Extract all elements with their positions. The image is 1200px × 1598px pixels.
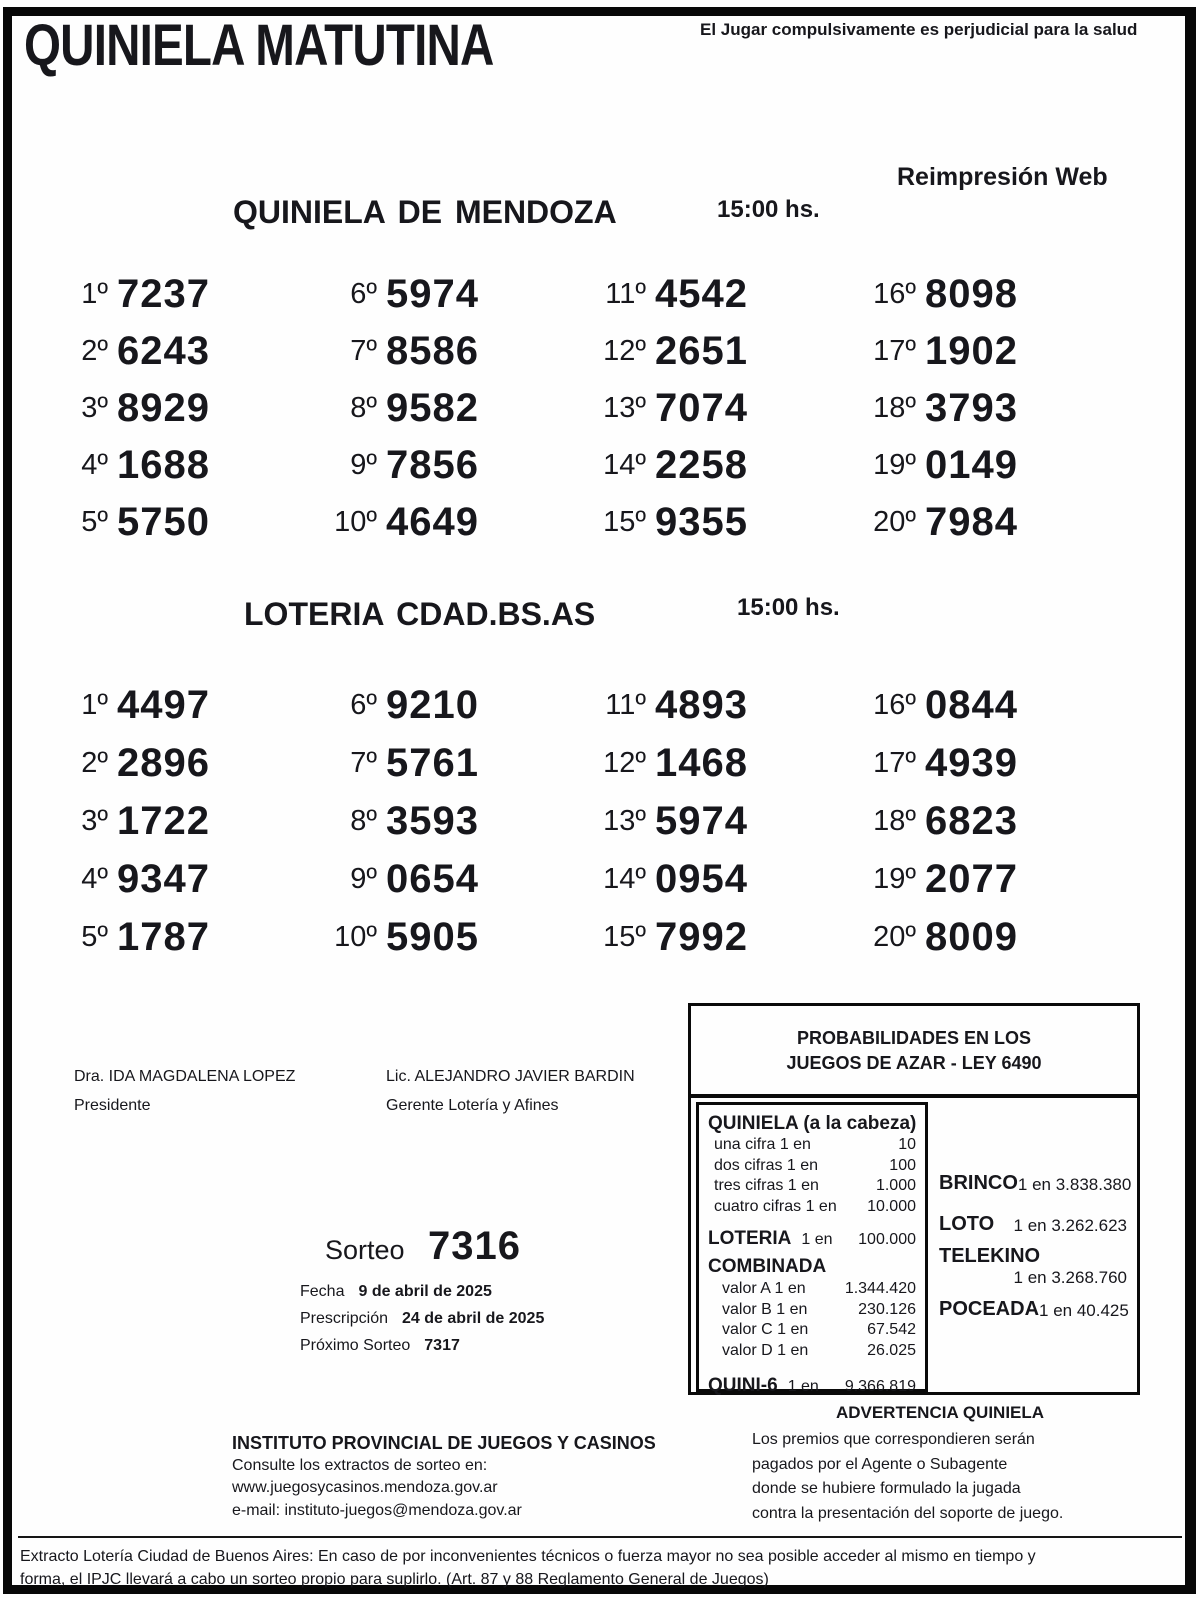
prob-label: una cifra 1 en xyxy=(714,1136,811,1153)
result-position: 17º xyxy=(873,746,916,779)
reprint-label: Reimpresión Web xyxy=(897,163,1108,191)
results-grid-mendoza-col4 xyxy=(850,266,1150,551)
result-position: 7º xyxy=(350,335,377,367)
result-row xyxy=(311,734,611,792)
result-position: 5º xyxy=(81,506,108,538)
footer-divider xyxy=(18,1536,1182,1538)
game-brinco-value: 1 en 3.838.380 xyxy=(1017,1175,1132,1194)
quiniela-prob-header: QUINIELA (a la cabeza) xyxy=(708,1113,917,1134)
institute-consult-line: Consulte los extractos de sorteo en: xyxy=(232,1456,488,1474)
prob-value: 26.025 xyxy=(867,1341,916,1359)
result-row xyxy=(580,380,880,437)
proximo-sorteo-value: 7317 xyxy=(424,1337,460,1354)
official-name-president: Dra. IDA MAGDALENA LOPEZ xyxy=(74,1068,296,1085)
game-loto-value: 1 en 3.262.623 xyxy=(1013,1216,1127,1235)
result-number: 5750 xyxy=(117,500,210,544)
result-position: 14º xyxy=(603,449,646,481)
probabilities-divider xyxy=(691,1094,1137,1098)
result-row xyxy=(311,437,611,494)
game-telekino-label: TELEKINO xyxy=(939,1245,1041,1267)
result-number: 4542 xyxy=(655,272,748,316)
probabilities-right-panel xyxy=(939,1171,1132,1321)
result-row xyxy=(311,676,611,734)
result-position: 1º xyxy=(81,278,108,310)
result-position: 20º xyxy=(873,920,916,953)
result-position: 11º xyxy=(605,688,646,721)
result-position: 7º xyxy=(350,746,377,779)
result-number: 0654 xyxy=(386,856,479,901)
result-row xyxy=(850,676,1150,734)
result-position: 16º xyxy=(873,688,916,721)
result-row xyxy=(42,734,342,792)
quini6-row xyxy=(708,1374,916,1399)
result-number: 1468 xyxy=(655,740,748,785)
result-number: 3593 xyxy=(386,798,479,843)
result-row xyxy=(580,676,880,734)
result-position: 18º xyxy=(873,392,916,424)
warning-line: Los premios que correspondieren serán xyxy=(752,1431,1035,1448)
result-row xyxy=(850,792,1150,850)
result-row xyxy=(850,908,1150,966)
result-number: 8098 xyxy=(925,272,1018,316)
result-row xyxy=(850,380,1150,437)
prescripcion-row xyxy=(300,1310,544,1328)
quini6-label: QUINI-6 xyxy=(708,1375,778,1396)
result-number: 5974 xyxy=(386,272,479,316)
warning-title: ADVERTENCIA QUINIELA xyxy=(835,1403,1045,1422)
result-row xyxy=(580,437,880,494)
result-row xyxy=(311,850,611,908)
result-number: 8586 xyxy=(386,329,479,373)
probabilities-title xyxy=(691,1026,1137,1076)
result-row xyxy=(311,266,611,323)
probabilities-left-panel xyxy=(696,1102,928,1396)
result-position: 16º xyxy=(873,278,916,310)
result-row xyxy=(580,494,880,551)
sorteo-number: 7316 xyxy=(428,1224,521,1268)
result-number: 4893 xyxy=(655,682,748,727)
result-number: 2077 xyxy=(925,856,1018,901)
prescripcion-label: Prescripción xyxy=(300,1310,389,1327)
result-number: 4649 xyxy=(386,500,479,544)
proximo-sorteo-label: Próximo Sorteo xyxy=(300,1337,411,1354)
quiniela-prob-rows xyxy=(708,1135,916,1217)
prob-row xyxy=(708,1156,916,1177)
result-row xyxy=(42,676,342,734)
result-position: 12º xyxy=(603,335,646,367)
prob-label: valor D 1 en xyxy=(722,1341,809,1359)
result-position: 4º xyxy=(81,862,108,895)
result-row xyxy=(850,266,1150,323)
result-number: 5761 xyxy=(386,740,479,785)
result-position: 20º xyxy=(873,506,916,538)
result-row xyxy=(42,494,342,551)
fecha-row xyxy=(300,1283,492,1301)
result-position: 3º xyxy=(81,804,108,837)
institute-name: INSTITUTO PROVINCIAL DE JUEGOS Y CASINOS xyxy=(232,1433,656,1453)
result-number: 1722 xyxy=(117,798,210,843)
warning-line: donde se hubiere formulado la jugada xyxy=(752,1480,1021,1497)
result-row xyxy=(311,908,611,966)
result-row xyxy=(311,323,611,380)
sorteo-label: Sorteo xyxy=(325,1235,405,1265)
game-loto xyxy=(939,1212,1127,1236)
result-number: 7984 xyxy=(925,500,1018,544)
prob-value: 10.000 xyxy=(867,1197,916,1215)
result-number: 3793 xyxy=(925,386,1018,430)
draw-title-bsas: LOTERIA CDAD.BS.AS xyxy=(244,596,596,632)
result-number: 5974 xyxy=(655,798,748,843)
result-number: 8929 xyxy=(117,386,210,430)
result-number: 2896 xyxy=(117,740,210,785)
result-row xyxy=(850,734,1150,792)
result-number: 2651 xyxy=(655,329,748,373)
footer-note-line2: forma, el IPJC llevará a cabo un sorteo propio para suplirlo. (Art. 87 y 88 Reglamento General de Juegos) xyxy=(20,1571,769,1588)
result-number: 4497 xyxy=(117,682,210,727)
result-position: 13º xyxy=(603,804,646,837)
probabilities-title-line1: PROBABILIDADES EN LOS xyxy=(796,1028,1032,1048)
result-number: 0954 xyxy=(655,856,748,901)
result-number: 7237 xyxy=(117,272,210,316)
combinada-header: COMBINADA xyxy=(708,1256,827,1277)
result-position: 19º xyxy=(873,862,916,895)
result-row xyxy=(311,494,611,551)
prob-value: 67.542 xyxy=(867,1321,916,1338)
game-telekino xyxy=(939,1244,1127,1288)
game-poceada-label: POCEADA xyxy=(939,1298,1040,1320)
institute-email: e-mail: instituto-juegos@mendoza.gov.ar xyxy=(232,1501,522,1519)
result-number: 6823 xyxy=(925,798,1018,843)
result-position: 11º xyxy=(605,278,646,310)
result-number: 1787 xyxy=(117,914,210,959)
result-row xyxy=(311,792,611,850)
results-grid-bsas-col3 xyxy=(580,676,880,966)
prob-row xyxy=(708,1341,916,1362)
result-row xyxy=(850,494,1150,551)
prob-value: 1.344.420 xyxy=(844,1280,916,1297)
result-position: 9º xyxy=(350,449,377,481)
prob-label: tres cifras 1 en xyxy=(714,1177,819,1194)
result-row xyxy=(42,380,342,437)
result-position: 19º xyxy=(873,449,916,481)
result-row xyxy=(580,323,880,380)
result-row xyxy=(42,792,342,850)
result-row xyxy=(580,850,880,908)
prob-row xyxy=(708,1300,916,1321)
prob-value: 10 xyxy=(898,1136,916,1153)
game-poceada xyxy=(939,1297,1127,1321)
result-number: 8009 xyxy=(925,914,1018,959)
combinada-rows xyxy=(708,1279,916,1361)
prob-row xyxy=(708,1320,916,1341)
result-row xyxy=(850,323,1150,380)
result-number: 6243 xyxy=(117,329,210,373)
warning-line: pagados por el Agente o Subagente xyxy=(752,1455,1008,1473)
result-row xyxy=(42,323,342,380)
result-position: 2º xyxy=(81,335,108,367)
official-role-president: Presidente xyxy=(74,1097,151,1114)
warning-text xyxy=(752,1428,1152,1526)
result-number: 2258 xyxy=(655,443,748,487)
result-number: 9347 xyxy=(117,856,210,901)
result-number: 0149 xyxy=(925,443,1018,487)
result-number: 7992 xyxy=(655,914,748,959)
result-position: 13º xyxy=(603,392,646,424)
loteria-prob-label: LOTERIA xyxy=(708,1228,792,1249)
prob-value: 230.126 xyxy=(858,1300,916,1318)
official-name-manager: Lic. ALEJANDRO JAVIER BARDIN xyxy=(386,1068,635,1085)
result-number: 7074 xyxy=(655,386,748,430)
prob-label: dos cifras 1 en xyxy=(714,1156,819,1174)
result-number: 0844 xyxy=(925,682,1018,727)
result-number: 5905 xyxy=(386,914,479,959)
quini6-value: 9.366.819 xyxy=(844,1378,916,1395)
game-brinco xyxy=(939,1171,1132,1195)
game-poceada-value: 1 en 40.425 xyxy=(1039,1301,1129,1320)
result-position: 3º xyxy=(81,392,108,424)
prob-row xyxy=(708,1135,916,1156)
official-role-manager: Gerente Lotería y Afines xyxy=(386,1097,559,1114)
results-grid-mendoza-col2 xyxy=(311,266,611,551)
result-position: 1º xyxy=(81,688,108,721)
prob-label: cuatro cifras 1 en xyxy=(714,1197,837,1215)
prob-value: 100 xyxy=(889,1156,916,1174)
result-position: 2º xyxy=(81,746,108,779)
probabilities-title-line2: JUEGOS DE AZAR - LEY 6490 xyxy=(786,1053,1042,1073)
probabilities-box xyxy=(688,1003,1140,1395)
loteria-prob-row xyxy=(708,1227,916,1252)
prob-label: valor C 1 en xyxy=(722,1321,809,1338)
result-number: 9355 xyxy=(655,500,748,544)
result-position: 14º xyxy=(603,862,646,895)
proximo-sorteo-row xyxy=(300,1337,460,1355)
game-brinco-label: BRINCO xyxy=(939,1172,1018,1194)
institute-block xyxy=(232,1432,656,1522)
prob-label: valor A 1 en xyxy=(722,1280,806,1297)
result-row xyxy=(42,850,342,908)
result-position: 10º xyxy=(334,506,377,538)
game-telekino-value: 1 en 3.268.760 xyxy=(1013,1268,1127,1287)
result-number: 4939 xyxy=(925,740,1018,785)
result-position: 6º xyxy=(350,278,377,310)
result-row xyxy=(850,437,1150,494)
prob-row xyxy=(708,1176,916,1197)
result-number: 9582 xyxy=(386,386,479,430)
result-position: 8º xyxy=(350,804,377,837)
prob-row xyxy=(708,1197,916,1218)
draw-time-mendoza: 15:00 hs. xyxy=(717,196,820,223)
page-title: QUINIELA MATUTINA xyxy=(24,13,494,78)
result-position: 5º xyxy=(81,920,108,953)
prescripcion-value: 24 de abril de 2025 xyxy=(402,1310,545,1327)
result-number: 1688 xyxy=(117,443,210,487)
result-row xyxy=(42,437,342,494)
institute-website: www.juegosycasinos.mendoza.gov.ar xyxy=(232,1479,498,1496)
result-position: 8º xyxy=(350,392,377,424)
result-row xyxy=(580,266,880,323)
result-position: 15º xyxy=(603,920,646,953)
footer-note-line1: Extracto Lotería Ciudad de Buenos Aires: En caso de por inconvenientes técnicos o fuerza mayor no sea posible acceder al mismo en tiempo y xyxy=(20,1548,1036,1565)
result-number: 7856 xyxy=(386,443,479,487)
result-row xyxy=(42,908,342,966)
loteria-prob-value: 100.000 xyxy=(858,1231,916,1248)
game-loto-label: LOTO xyxy=(939,1213,995,1235)
result-row xyxy=(580,792,880,850)
loteria-prob-mid: 1 en xyxy=(801,1231,833,1248)
results-grid-mendoza-col1 xyxy=(42,266,342,551)
result-position: 18º xyxy=(873,804,916,837)
result-row xyxy=(850,850,1150,908)
results-grid-mendoza-col3 xyxy=(580,266,880,551)
fecha-label: Fecha xyxy=(300,1283,345,1300)
result-row xyxy=(42,266,342,323)
result-row xyxy=(580,908,880,966)
prob-value: 1.000 xyxy=(875,1177,916,1194)
quini6-mid: 1 en xyxy=(787,1378,819,1395)
result-number: 1902 xyxy=(925,329,1018,373)
draw-title-mendoza: QUINIELA DE MENDOZA xyxy=(233,194,617,230)
results-grid-bsas-col1 xyxy=(42,676,342,966)
results-grid-bsas-col4 xyxy=(850,676,1150,966)
result-position: 10º xyxy=(334,920,377,953)
prob-label: valor B 1 en xyxy=(722,1300,808,1318)
results-grid-bsas-col2 xyxy=(311,676,611,966)
result-position: 4º xyxy=(81,449,108,481)
result-position: 6º xyxy=(350,688,377,721)
result-row xyxy=(311,380,611,437)
draw-time-bsas: 15:00 hs. xyxy=(737,594,840,621)
result-number: 9210 xyxy=(386,682,479,727)
result-position: 9º xyxy=(350,862,377,895)
fecha-value: 9 de abril de 2025 xyxy=(358,1283,492,1300)
result-position: 12º xyxy=(603,746,646,779)
result-position: 15º xyxy=(603,506,646,538)
prob-row xyxy=(708,1279,916,1300)
warning-line: contra la presentación del soporte de juego. xyxy=(752,1504,1064,1522)
health-warning: El Jugar compulsivamente es perjudicial para la salud xyxy=(700,20,1138,39)
result-row xyxy=(580,734,880,792)
result-position: 17º xyxy=(873,335,916,367)
